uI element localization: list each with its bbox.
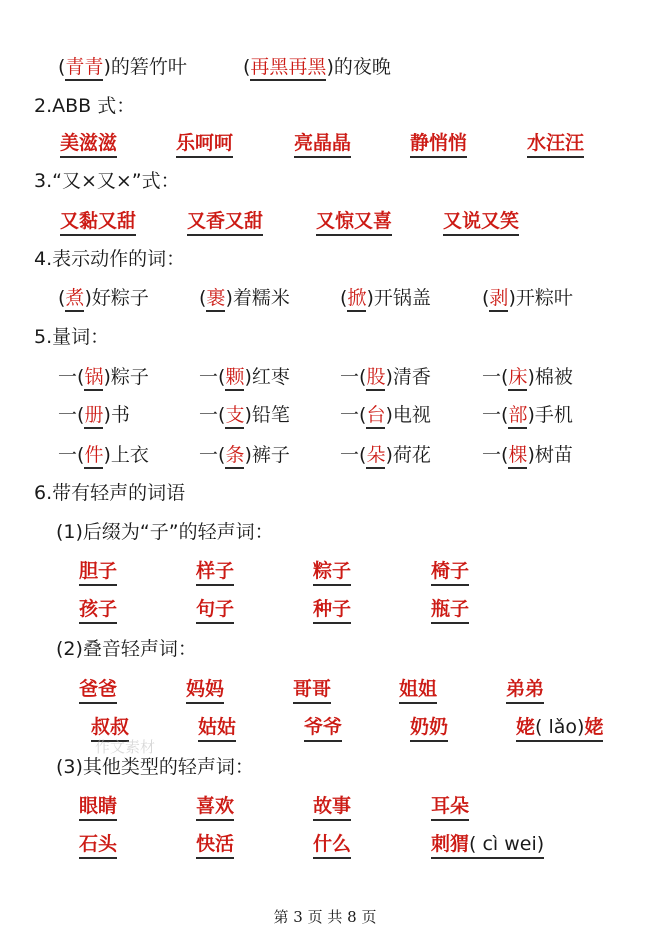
pattern-word: 又惊又喜	[316, 206, 392, 236]
answer: 再黑再黑	[250, 56, 326, 81]
phrase-rest: 着糯米	[232, 287, 290, 309]
reduplicated-word: 姑姑	[198, 712, 236, 742]
pattern-word: 又香又甜	[187, 206, 263, 236]
measure-prefix: 一	[199, 366, 219, 388]
pattern-word: 又黏又甜	[60, 206, 136, 236]
measure-phrase: 一(棵)树苗	[482, 440, 573, 467]
answer: 件	[84, 444, 103, 469]
reduplicated-word: 爷爷	[304, 712, 342, 742]
word-char: 姥	[584, 716, 604, 738]
reduplicated-word: 奶奶	[410, 712, 448, 742]
phrase-rest: 棉被	[534, 366, 573, 388]
measure-phrase: 一(朵)荷花	[340, 440, 431, 467]
section-2-heading: 2.ABB 式：	[34, 95, 136, 117]
measure-phrase: 一(台)电视	[340, 400, 431, 427]
pinyin: ( lǎo)	[535, 716, 585, 738]
action-phrase: (裹)着糯米	[199, 283, 290, 310]
answer: 颗	[225, 366, 244, 391]
neutral-tone-word: 快活	[196, 829, 234, 859]
reduplicated-word: 妈妈	[186, 674, 224, 704]
answer: 床	[508, 366, 527, 391]
phrase-rest: 树苗	[534, 444, 573, 466]
answer: 股	[366, 366, 385, 391]
answer: 裹	[206, 287, 225, 312]
pinyin: ( cì wei)	[469, 833, 545, 855]
measure-phrase: 一(部)手机	[482, 400, 573, 427]
neutral-tone-word-with-pinyin	[431, 829, 544, 859]
neutral-tone-word: 眼睛	[79, 791, 117, 821]
neutral-tone-word: 种子	[313, 594, 351, 624]
reduplicated-word: 姐姐	[399, 674, 437, 704]
row1-item2	[243, 52, 391, 79]
neutral-tone-word: 什么	[313, 829, 351, 859]
action-phrase: (掀)开锅盖	[340, 283, 431, 310]
measure-prefix: 一	[58, 404, 78, 426]
section-5-heading: 5.量词：	[34, 326, 110, 348]
neutral-tone-word: 耳朵	[431, 791, 469, 821]
neutral-tone-word: 喜欢	[196, 791, 234, 821]
measure-prefix: 一	[340, 444, 360, 466]
reduplicated-word: 哥哥	[293, 674, 331, 704]
neutral-tone-word: 瓶子	[431, 594, 469, 624]
neutral-tone-word: 胆子	[79, 556, 117, 586]
measure-prefix: 一	[199, 444, 219, 466]
subsection-1-heading: (1)后缀为“子”的轻声词：	[56, 521, 274, 543]
answer: 部	[508, 404, 527, 429]
neutral-tone-word: 样子	[196, 556, 234, 586]
answer: 条	[225, 444, 244, 469]
answer: 册	[84, 404, 103, 429]
section-6-heading: 6.带有轻声的词语	[34, 482, 186, 504]
measure-prefix: 一	[340, 366, 360, 388]
phrase-rest: 铅笔	[251, 404, 290, 426]
answer: 剥	[489, 287, 508, 312]
abb-word: 美滋滋	[60, 128, 117, 158]
reduplicated-word: 叔叔	[91, 712, 129, 742]
answer: 台	[366, 404, 385, 429]
phrase-rest: 开锅盖	[373, 287, 431, 309]
phrase-rest: 的夜晚	[333, 56, 391, 78]
phrase-rest: 荷花	[392, 444, 431, 466]
answer: 掀	[347, 287, 366, 312]
measure-phrase: 一(件)上衣	[58, 440, 149, 467]
abb-word: 静悄悄	[410, 128, 467, 158]
measure-prefix: 一	[58, 444, 78, 466]
phrase-rest: 书	[110, 404, 130, 426]
reduplicated-word-with-pinyin	[516, 712, 603, 742]
row1-item1	[58, 52, 187, 79]
neutral-tone-word: 粽子	[313, 556, 351, 586]
section-4-heading: 4.表示动作的词：	[34, 248, 186, 270]
phrase-rest: 清香	[392, 366, 431, 388]
measure-phrase: 一(册)书	[58, 400, 130, 427]
measure-prefix: 一	[199, 404, 219, 426]
subsection-2-heading: (2)叠音轻声词：	[56, 638, 197, 660]
answer: 朵	[366, 444, 385, 469]
measure-prefix: 一	[482, 404, 502, 426]
abb-word: 乐呵呵	[176, 128, 233, 158]
neutral-tone-word: 石头	[79, 829, 117, 859]
abb-word: 亮晶晶	[294, 128, 351, 158]
paren-close: )	[103, 56, 111, 78]
neutral-tone-word: 孩子	[79, 594, 117, 624]
measure-phrase: 一(颗)红枣	[199, 362, 290, 389]
paren-close: )	[326, 56, 334, 78]
reduplicated-word: 弟弟	[506, 674, 544, 704]
measure-phrase: 一(锅)粽子	[58, 362, 149, 389]
neutral-tone-word: 椅子	[431, 556, 469, 586]
measure-prefix: 一	[58, 366, 78, 388]
phrase-rest: 电视	[392, 404, 431, 426]
phrase-rest: 上衣	[110, 444, 149, 466]
subsection-3-heading: (3)其他类型的轻声词：	[56, 756, 254, 778]
measure-phrase: 一(股)清香	[340, 362, 431, 389]
measure-phrase: 一(条)裤子	[199, 440, 290, 467]
phrase-rest: 开粽叶	[515, 287, 573, 309]
measure-prefix: 一	[482, 444, 502, 466]
paren-open: (	[243, 56, 251, 78]
pattern-word: 又说又笑	[443, 206, 519, 236]
answer: 青青	[65, 56, 103, 81]
paren-open: (	[58, 56, 66, 78]
section-3-heading: 3.“又×又×”式：	[34, 170, 180, 192]
word: 刺猬	[431, 833, 470, 855]
phrase-rest: 好粽子	[91, 287, 149, 309]
action-phrase: (剥)开粽叶	[482, 283, 573, 310]
measure-prefix: 一	[482, 366, 502, 388]
phrase-rest: 的箬竹叶	[110, 56, 187, 78]
neutral-tone-word: 故事	[313, 791, 351, 821]
neutral-tone-word: 句子	[196, 594, 234, 624]
phrase-rest: 粽子	[110, 366, 149, 388]
measure-prefix: 一	[340, 404, 360, 426]
word-char: 姥	[516, 716, 536, 738]
phrase-rest: 红枣	[251, 366, 290, 388]
abb-word: 水汪汪	[527, 128, 584, 158]
page-number-footer: 第 3 页 共 8 页	[273, 908, 377, 926]
phrase-rest: 手机	[534, 404, 573, 426]
reduplicated-word: 爸爸	[79, 674, 117, 704]
answer: 支	[225, 404, 244, 429]
measure-phrase: 一(支)铅笔	[199, 400, 290, 427]
watermark: 作文素材	[95, 738, 156, 756]
phrase-rest: 裤子	[251, 444, 290, 466]
answer: 棵	[508, 444, 527, 469]
answer: 锅	[84, 366, 103, 391]
action-phrase: (煮)好粽子	[58, 283, 149, 310]
answer: 煮	[65, 287, 84, 312]
measure-phrase: 一(床)棉被	[482, 362, 573, 389]
